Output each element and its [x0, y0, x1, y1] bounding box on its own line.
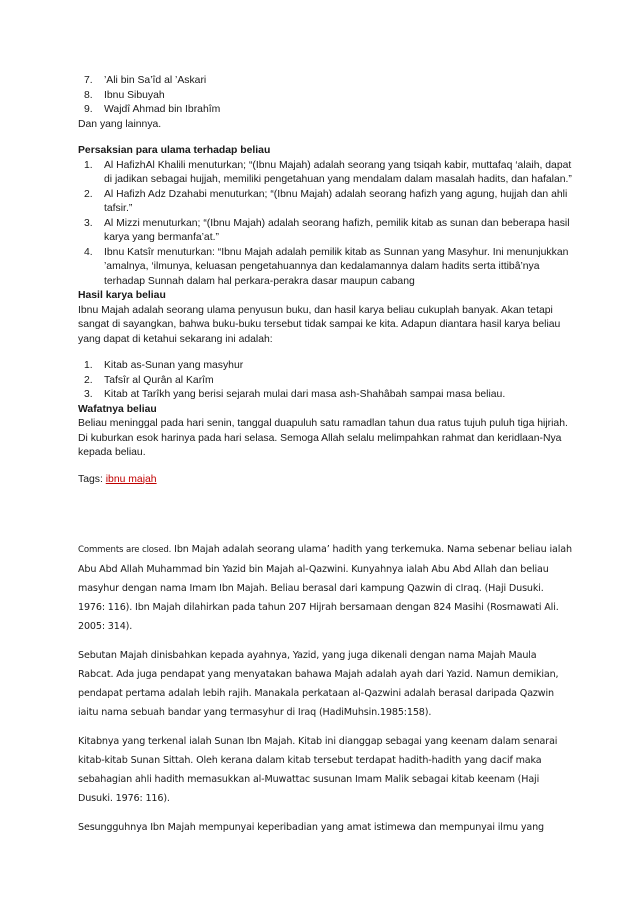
tags-label: Tags:	[78, 473, 103, 485]
article-body	[78, 74, 572, 487]
comment-paragraph: Sesungguhnya Ibn Majah mempunyai keperibadian yang amat istimewa dan mempunyai ilmu yang	[78, 822, 544, 833]
list-item: 9. Wajdî Ahmad bin Ibrahîm	[84, 104, 221, 115]
testimony-list	[78, 159, 572, 290]
list-item: 3. Al Mizzi menuturkan; “(Ibnu Majah) adalah seorang hafizh, pemilik kitab as sunan dan beberapa hasil karya yang bermanfa’at.”	[84, 217, 570, 243]
list-item: 2. Al Hafizh Adz Dzahabi menuturkan; “(Ibnu Majah) adalah seorang hafizh yang agung, hujjah dan ahli tafsir.”	[84, 188, 568, 214]
list-item: 1. Kitab as-Sunan yang masyhur	[84, 360, 244, 371]
comments-closed-label: Comments are closed.	[78, 545, 172, 555]
tag-link-ibnu-majah[interactable]: ibnu majah	[105, 473, 157, 485]
list-item: 7. ’Ali bin Sa’îd al ’Askari	[84, 75, 207, 86]
list-item: 8. Ibnu Sibuyah	[84, 89, 165, 101]
works-heading: Hasil karya beliau	[78, 290, 166, 301]
and-others-text: Dan yang lainnya.	[78, 118, 162, 130]
list-item: 1. Al HafizhAl Khalili menuturkan; “(Ibnu Majah) adalah seorang yang tsiqah kabir, muttafaq ‘alaih, dapat di jadikan sebagai hujjah, memiliki pengetahuan yang mendalam dalam masalah hadits, dan hafalan.”	[84, 159, 572, 185]
comment-paragraph: Comments are closed. Ibn Majah adalah seorang ulama’ hadith yang terkemuka. Nama sebenar beliau ialah Abu Abd Allah Muhammad bin Yazid bin Majah al-Qazwini. Kunyahnya ialah Abu Abd Allah dan beliau masyhur dengan nama Imam Ibn Majah. Beliau berasal dari kampung Qazwin di cIraq. (Haji Dusuki. 1976: 116). Ibn Majah dilahirkan pada tahun 207 Hijrah bersamaan dengan 824 Masihi (Rosmawati Ali. 2005: 314).	[78, 544, 572, 632]
comment-paragraph: Kitabnya yang terkenal ialah Sunan Ibn Majah. Kitab ini dianggap sebagai yang keenam dalam senarai kitab-kitab Sunan Sittah. Oleh kerana dalam kitab tersebut terdapat hadith-hadith yang dacif maka sebahagian ahli hadith memasukkan al-Muwattac susunan Imam Malik sebagai kitab keenam (Haji Dusuki. 1976: 116).	[78, 736, 558, 804]
teachers-list	[78, 74, 572, 118]
list-item: 4. Ibnu Katsîr menuturkan: “Ibnu Majah adalah pemilik kitab as Sunnan yang Masyhur. Ini menunjukkan ’amalnya, ‘ilmunya, keluasan pengetahuannya dan kedalamannya dalam hadits serta ittibâ’nya terhadap Sunnah dalam hal perkara-perakra dasar maupun cabang	[84, 246, 569, 287]
list-item: 3. Kitab at Tarîkh yang berisi sejarah mulai dari masa ash-Shahâbah sampai masa beliau.	[84, 389, 506, 400]
death-heading: Wafatnya beliau	[78, 403, 157, 415]
works-intro: Ibnu Majah adalah seorang ulama penyusun buku, dan hasil karya beliau cukuplah banyak. Akan tetapi sangat di sayangkan, bahwa buku-buku tersebut tidak sampai ke kita. Adapun diantara hasil karya beliau yang dapat di ketahui sekarang ini adalah:	[78, 304, 561, 345]
comments-section	[78, 540, 572, 847]
testimony-heading: Persaksian para ulama terhadap beliau	[78, 145, 271, 156]
comment-paragraph: Sebutan Majah dinisbahkan kepada ayahnya, Yazid, yang juga dikenali dengan nama Majah Maula Rabcat. Ada juga pendapat yang menyatakan bahawa Majah adalah ayah dari Yazid. Namun demikian, pendapat pertama adalah lebih rajih. Manakala perkataan al-Qazwini adalah berasal daripada Qazwin iaitu nama sebuah bandar yang termasyhur di Iraq (HadiMuhsin.1985:158).	[78, 650, 559, 718]
list-item: 2. Tafsîr al Qurân al Karîm	[84, 374, 214, 386]
tags-line	[78, 473, 572, 488]
works-list	[78, 359, 572, 403]
death-text: Beliau meninggal pada hari senin, tanggal duapuluh satu ramadlan tahun dua ratus tujuh puluh tiga hijriah. Di kuburkan esok harinya pada hari selasa. Semoga Allah selalu melimpahkan rahmat dan keridlaan-Nya kepada beliau.	[78, 418, 568, 458]
